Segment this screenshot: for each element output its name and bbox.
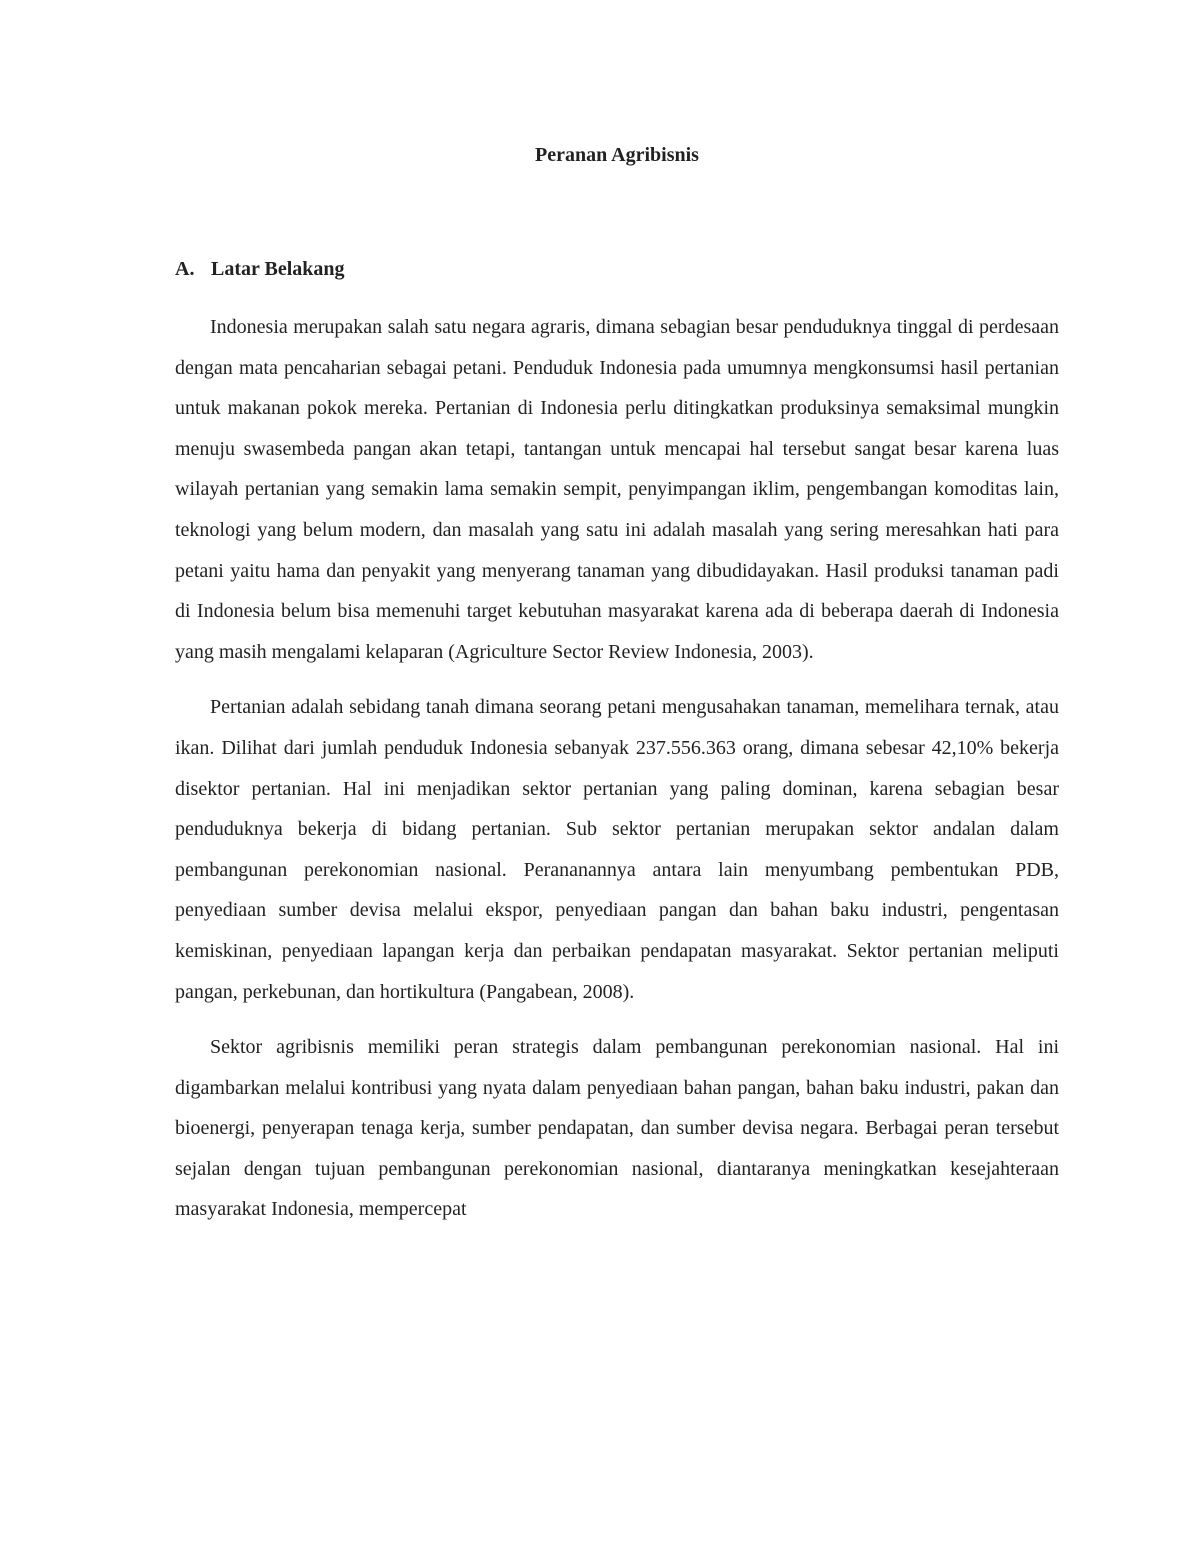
paragraph-3: Sektor agribisnis memiliki peran strategis dalam pembangunan perekonomian nasional. Hal ini digambarkan melalui kontribusi yang nyata dalam penyediaan bahan pangan, bahan baku industri, pakan dan bioenergi, penyerapan tenaga kerja, sumber pendapatan, dan sumber devisa negara. Berbagai peran tersebut sejalan dengan tujuan pembangunan perekonomian nasional, diantaranya meningkatkan kesejahteraan masyarakat Indonesia, mempercepat (175, 1036, 1059, 1221)
paragraph-1: Indonesia merupakan salah satu negara agraris, dimana sebagian besar penduduknya tinggal di perdesaan dengan mata pencaharian sebagai petani. Penduduk Indonesia pada umumnya mengkonsumsi hasil pertanian untuk makanan pokok mereka. Pertanian di Indonesia perlu ditingkatkan produksinya semaksimal mungkin menuju swasembeda pangan akan tetapi, tantangan untuk mencapai hal tersebut sangat besar karena luas wilayah pertanian yang semakin lama semakin sempit, penyimpangan iklim, pengembangan komoditas lain, teknologi yang belum modern, dan masalah yang satu ini adalah masalah yang sering meresahkan hati para petani yaitu hama dan penyakit yang menyerang tanaman yang dibudidayakan. Hasil produksi tanaman padi di Indonesia belum bisa memenuhi target kebutuhan masyarakat karena ada di beberapa daerah di Indonesia yang masih mengalami kelaparan (Agriculture Sector Review Indonesia, 2003). (175, 316, 1059, 663)
section-heading (175, 254, 1059, 284)
section-heading-text: Latar Belakang (211, 258, 345, 280)
paragraph-2: Pertanian adalah sebidang tanah dimana seorang petani mengusahakan tanaman, memelihara ternak, atau ikan. Dilihat dari jumlah penduduk Indonesia sebanyak 237.556.363 orang, dimana sebesar 42,10% bekerja disektor pertanian. Hal ini menjadikan sektor pertanian yang paling dominan, karena sebagian besar penduduknya bekerja di bidang pertanian. Sub sektor pertanian merupakan sektor andalan dalam pembangunan perekonomian nasional. Perananannya antara lain menyumbang pembentukan PDB, penyediaan sumber devisa melalui ekspor, penyediaan pangan dan bahan baku industri, pengentasan kemiskinan, penyediaan lapangan kerja dan perbaikan pendapatan masyarakat. Sektor pertanian meliputi pangan, perkebunan, dan hortikultura (Pangabean, 2008). (175, 696, 1059, 1003)
document-page (175, 140, 1059, 1230)
section-number: A. (175, 258, 195, 280)
document-title: Peranan Agribisnis (535, 144, 699, 166)
